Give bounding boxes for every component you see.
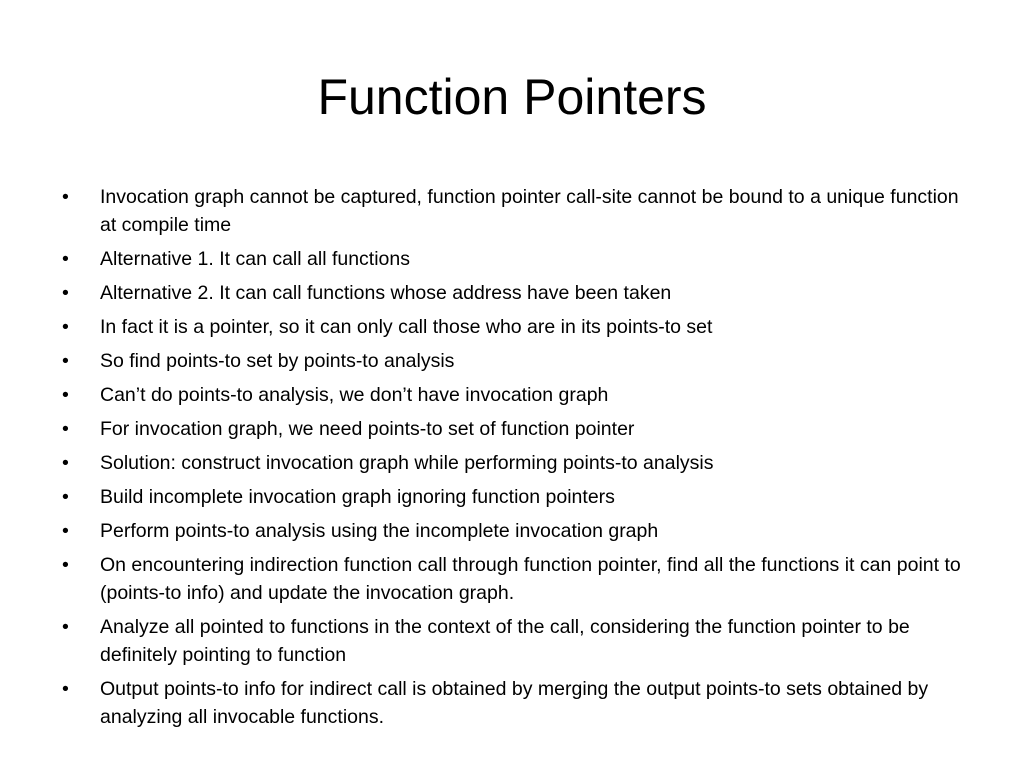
bullet-text: Analyze all pointed to functions in the context of the call, considering the function pointer to be definitely pointing to function [100, 616, 910, 666]
bullet-item [62, 613, 977, 669]
bullet-dot-icon: • [62, 418, 69, 440]
bullet-item [62, 347, 977, 375]
bullet-text: Alternative 1. It can call all functions [100, 248, 410, 270]
bullet-item [62, 449, 977, 477]
bullet-text: So find points-to set by points-to analysis [100, 350, 455, 372]
bullet-dot-icon: • [62, 678, 69, 700]
bullet-dot-icon: • [62, 554, 69, 576]
bullet-text: Build incomplete invocation graph ignoring function pointers [100, 486, 615, 508]
bullet-item [62, 381, 977, 409]
bullet-text: Alternative 2. It can call functions whose address have been taken [100, 282, 672, 304]
bullet-item [62, 279, 977, 307]
bullet-item [62, 517, 977, 545]
bullet-dot-icon: • [62, 350, 69, 372]
bullet-text: On encountering indirection function call through function pointer, find all the functions it can point to (points-to info) and update the invocation graph. [100, 554, 961, 604]
bullet-dot-icon: • [62, 520, 69, 542]
bullet-dot-icon: • [62, 186, 69, 208]
bullet-dot-icon: • [62, 282, 69, 304]
bullet-dot-icon: • [62, 248, 69, 270]
bullet-dot-icon: • [62, 316, 69, 338]
bullet-text: Perform points-to analysis using the incomplete invocation graph [100, 520, 659, 542]
bullet-item [62, 675, 977, 731]
bullet-item [62, 245, 977, 273]
bullet-text: Invocation graph cannot be captured, function pointer call-site cannot be bound to a unique function at compile time [100, 186, 959, 236]
bullet-item [62, 183, 977, 239]
bullet-dot-icon: • [62, 616, 69, 638]
bullet-item [62, 313, 977, 341]
bullet-item [62, 483, 977, 511]
bullet-text: Solution: construct invocation graph while performing points-to analysis [100, 452, 714, 474]
bullet-text: In fact it is a pointer, so it can only call those who are in its points-to set [100, 316, 713, 338]
bullet-item [62, 415, 977, 443]
bullet-dot-icon: • [62, 452, 69, 474]
bullet-text: For invocation graph, we need points-to set of function pointer [100, 418, 635, 440]
bullet-text: Can’t do points-to analysis, we don’t have invocation graph [100, 384, 609, 406]
bullet-dot-icon: • [62, 384, 69, 406]
bullet-text: Output points-to info for indirect call is obtained by merging the output points-to sets obtained by analyzing all invocable functions. [100, 678, 929, 728]
bullet-dot-icon: • [62, 486, 69, 508]
bullet-item [62, 551, 977, 607]
bullet-list [62, 183, 977, 737]
slide-title: Function Pointers [317, 69, 707, 125]
